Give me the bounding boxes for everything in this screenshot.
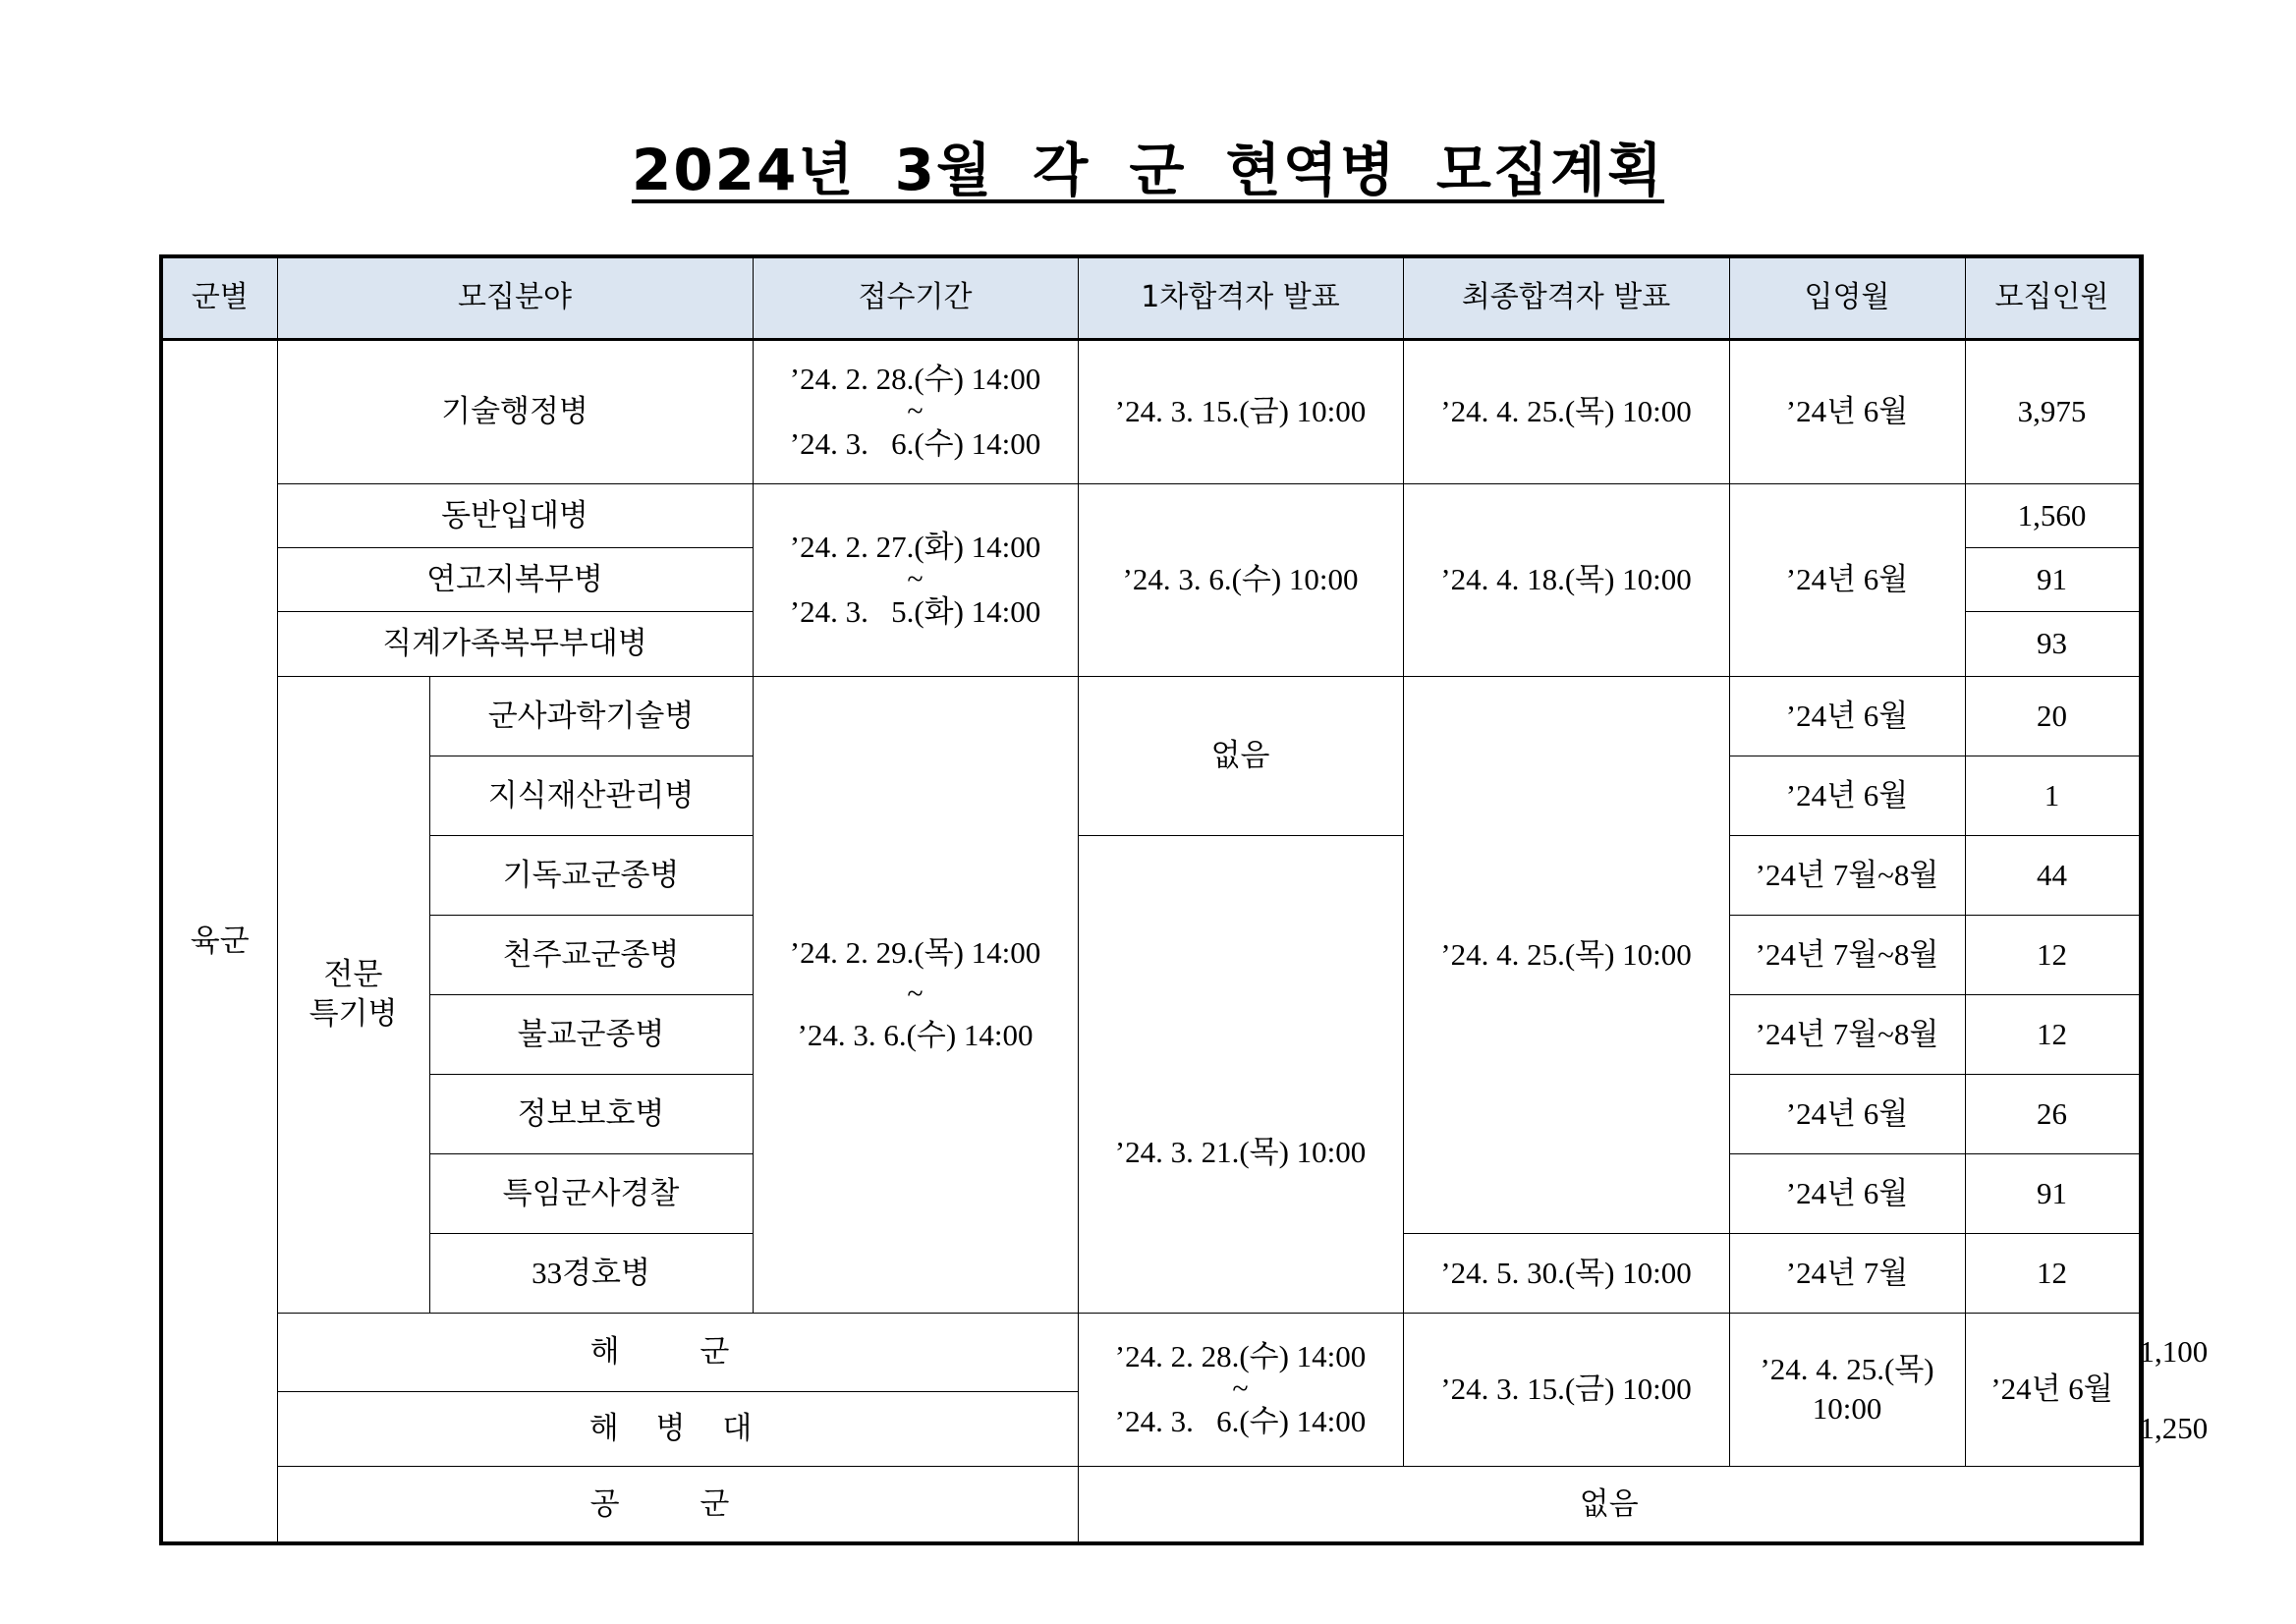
field-cell: 군사과학기술병 [429,676,753,756]
period-start: ’24. 2. 28.(수) 14:00 [789,362,1041,396]
count-cell: 1,100 [2139,1313,2142,1391]
table-row [161,676,2142,756]
enlist-month-cell: ’24년 7월~8월 [1729,835,1965,915]
count-cell: 1,560 [1965,483,2139,547]
final-announce-cell: ’24. 4. 18.(목) 10:00 [1403,483,1729,676]
branch-army: 육군 [161,339,277,1543]
period-cell [753,483,1078,676]
field-cell: 기독교군종병 [429,835,753,915]
count-cell: 44 [1965,835,2139,915]
period-tilde: ~ [907,395,924,427]
page-title [0,136,2296,204]
period-end: ’24. 3. 5.(화) 14:00 [789,594,1041,629]
header-period: 접수기간 [753,256,1078,339]
period-tilde: ~ [1232,1372,1249,1405]
header-enlist-month: 입영월 [1729,256,1965,339]
count-cell: 3,975 [1965,339,2139,483]
enlist-month-cell: ’24년 7월~8월 [1729,915,1965,994]
field-cell: 정보보호병 [429,1074,753,1153]
field-cell: 지식재산관리병 [429,756,753,835]
field-cell: 동반입대병 [277,483,753,547]
field-cell: 33경호병 [429,1233,753,1313]
header-branch: 군별 [161,256,277,339]
table-row [161,339,2142,483]
header-final-announce: 최종합격자 발표 [1403,256,1729,339]
header-row [161,256,2142,339]
count-cell: 12 [1965,1233,2139,1313]
branch-navy-label: 해 군 [589,1334,765,1370]
first-announce-none: 없음 [1078,676,1403,835]
header-count: 모집인원 [1965,256,2139,339]
page-title-text: 2024년 3월 각 군 현역병 모집계획 [631,137,1665,203]
period-cell [753,339,1078,483]
count-cell: 91 [1965,1153,2139,1233]
period-start: ’24. 2. 27.(화) 14:00 [789,530,1041,564]
first-announce-cell: ’24. 3. 21.(목) 10:00 [1078,835,1403,1313]
branch-airforce [277,1466,1078,1543]
period-cell [753,676,1078,1313]
final-announce-cell: ’24. 4. 25.(목) 10:00 [1729,1313,1965,1466]
branch-navy [277,1313,1078,1391]
count-cell: 91 [1965,547,2139,611]
field-cell: 기술행정병 [277,339,753,483]
field-cell: 불교군종병 [429,994,753,1074]
field-cell: 천주교군종병 [429,915,753,994]
recruitment-table [159,254,2209,1545]
period-start: ’24. 2. 28.(수) 14:00 [1114,1339,1367,1373]
count-cell: 1 [1965,756,2139,835]
period-end: ’24. 3. 6.(수) 14:00 [797,1018,1034,1052]
table-row [161,483,2142,547]
branch-airforce-label: 공 군 [589,1485,765,1522]
enlist-month-cell: ’24년 7월 [1729,1233,1965,1313]
specialist-label [277,676,429,1313]
final-announce-cell: ’24. 4. 25.(목) 10:00 [1403,676,1729,1233]
enlist-month-cell: ’24년 6월 [1729,483,1965,676]
specialist-label-line1: 전문 [323,957,383,992]
enlist-month-cell: ’24년 6월 [1729,1074,1965,1153]
first-announce-cell: ’24. 3. 6.(수) 10:00 [1078,483,1403,676]
final-announce-cell: ’24. 5. 30.(목) 10:00 [1403,1233,1729,1313]
period-end: ’24. 3. 6.(수) 14:00 [789,426,1041,461]
table-row [161,1313,2142,1391]
header-first-announce: 1차합격자 발표 [1078,256,1403,339]
count-cell: 26 [1965,1074,2139,1153]
enlist-month-cell: ’24년 6월 [1729,1153,1965,1233]
table-row [161,1466,2142,1543]
specialist-label-line2: 특기병 [308,996,398,1032]
period-tilde: ~ [907,978,924,1010]
enlist-month-cell: ’24년 6월 [1729,339,1965,483]
period-tilde: ~ [907,563,924,595]
enlist-month-cell: ’24년 7월~8월 [1729,994,1965,1074]
field-cell: 연고지복무병 [277,547,753,611]
field-cell: 특임군사경찰 [429,1153,753,1233]
count-cell: 93 [1965,611,2139,676]
first-announce-cell: ’24. 3. 15.(금) 10:00 [1078,339,1403,483]
count-cell: 1,250 [2139,1391,2142,1466]
period-end: ’24. 3. 6.(수) 14:00 [1114,1404,1367,1438]
table-row [161,835,2142,915]
enlist-month-cell: ’24년 6월 [1965,1313,2139,1466]
branch-marine [277,1391,1078,1466]
airforce-none: 없음 [1078,1466,2142,1543]
header-field: 모집분야 [277,256,753,339]
period-start: ’24. 2. 29.(목) 14:00 [789,935,1041,970]
final-announce-cell: ’24. 4. 25.(목) 10:00 [1403,339,1729,483]
branch-marine-label: 해 병 대 [588,1411,766,1446]
count-cell: 12 [1965,994,2139,1074]
enlist-month-cell: ’24년 6월 [1729,756,1965,835]
period-cell [1078,1313,1403,1466]
count-cell: 20 [1965,676,2139,756]
count-cell: 12 [1965,915,2139,994]
enlist-month-cell: ’24년 6월 [1729,676,1965,756]
field-cell: 직계가족복무부대병 [277,611,753,676]
first-announce-cell: ’24. 3. 15.(금) 10:00 [1403,1313,1729,1466]
